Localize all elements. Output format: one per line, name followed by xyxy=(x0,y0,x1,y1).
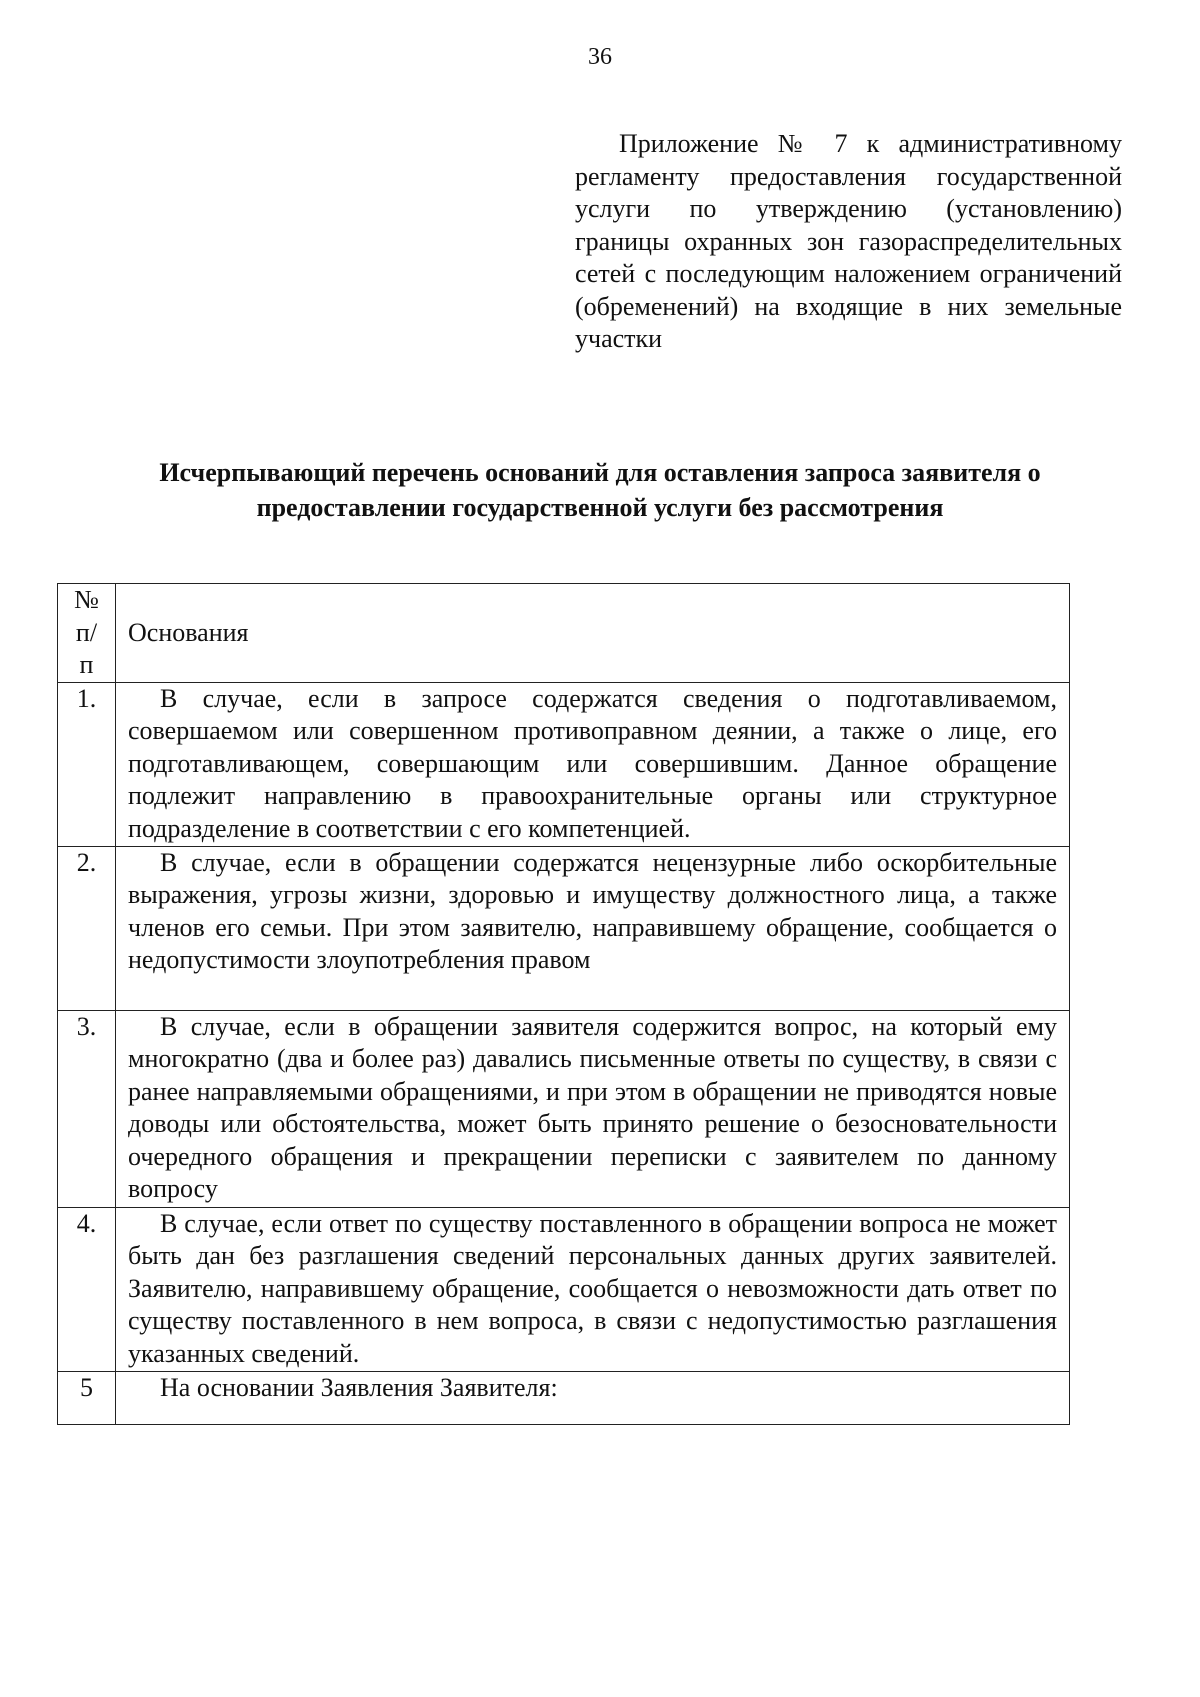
row-text: В случае, если ответ по существу поставленного в обращении вопроса не может быть дан без разглашения сведений персональных данных других заявителей. Заявителю, направившему обращение, сообщается о невозможности дать ответ по существу поставленного в нем вопроса, в связи с недопустимостью разглашения указанных сведений. xyxy=(128,1208,1057,1368)
page-number: 36 xyxy=(588,44,612,70)
table-row xyxy=(58,846,1070,1010)
title-line-1: Исчерпывающий перечень оснований для оставления запроса заявителя о xyxy=(159,458,1041,487)
row-number: 3. xyxy=(58,1010,116,1207)
header-number-line-2: п/ xyxy=(75,617,98,647)
header-grounds-cell: Основания xyxy=(116,584,1070,683)
row-text: В случае, если в обращении заявителя содержится вопрос, на который ему многократно (два и более раз) давались письменные ответы по существу, в связи с ранее направляемыми обращениями, и при этом в обращении не приводятся новые доводы или обстоятельства, может быть принято решение о безосновательности очередного обращения и прекращении переписки с заявителем по данному вопросу xyxy=(128,1011,1057,1203)
row-text-cell xyxy=(116,846,1070,1010)
row-text: В случае, если в запросе содержатся сведения о подготавливаемом, совершаемом или совершенном противоправном деянии, а также о лице, его подготавливающем, совершающим или совершившим. Данное обращение подлежит направлению в правоохранительные органы или структурное подразделение в соответствии с его компетенцией. xyxy=(128,683,1057,843)
header-number-line-1: № xyxy=(74,585,99,614)
row-text-cell xyxy=(116,1207,1070,1371)
row-text-cell xyxy=(116,682,1070,846)
document-title xyxy=(60,455,1140,525)
table-header-row xyxy=(58,584,1070,683)
row-text-cell xyxy=(116,1010,1070,1207)
table-row xyxy=(58,682,1070,846)
row-number: 2. xyxy=(58,846,116,1010)
row-text-cell xyxy=(116,1371,1070,1424)
row-number: 1. xyxy=(58,682,116,846)
appendix-text: Приложение № 7 к административному регламенту предоставления государственной услуги по утверждению (установлению) границы охранных зон газораспределительных сетей с последующим наложением ограничений (обременений) на входящие в них земельные участки xyxy=(575,129,1122,353)
title-line-2: предоставлении государственной услуги без рассмотрения xyxy=(256,493,944,522)
table-row xyxy=(58,1207,1070,1371)
table-row xyxy=(58,1010,1070,1207)
row-text: На основании Заявления Заявителя: xyxy=(160,1372,558,1402)
row-number: 5 xyxy=(58,1371,116,1424)
table-row xyxy=(58,1371,1070,1424)
row-number: 4. xyxy=(58,1207,116,1371)
appendix-note xyxy=(575,128,1122,356)
row-text: В случае, если в обращении содержатся нецензурные либо оскорбительные выражения, угрозы жизни, здоровью и имуществу должностного лица, а также членов его семьи. При этом заявителю, направившему обращение, сообщается о недопустимости злоупотребления правом xyxy=(128,847,1057,974)
grounds-table xyxy=(57,583,1070,1425)
header-number-cell xyxy=(58,584,116,683)
header-number-line-3: п xyxy=(79,650,94,679)
